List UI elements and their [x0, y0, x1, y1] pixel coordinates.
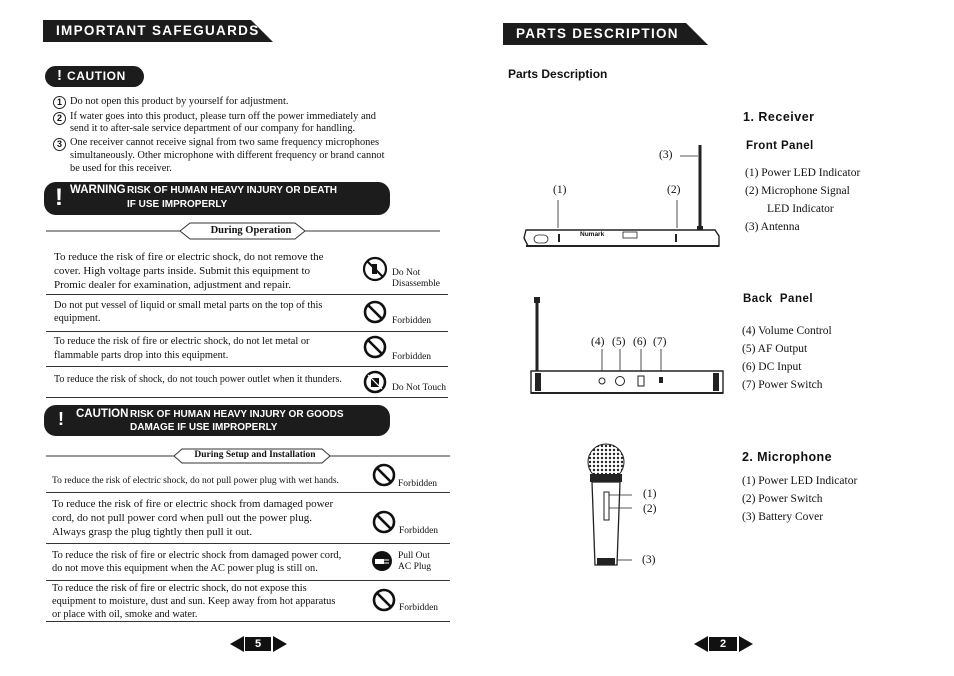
forbidden-icon	[372, 588, 396, 612]
do-not-touch-icon	[363, 370, 387, 394]
row-divider	[46, 366, 448, 367]
microphone-heading: 2. Microphone	[742, 450, 832, 464]
forbidden-icon	[372, 463, 396, 487]
forbidden-label: Forbidden	[392, 352, 432, 362]
receiver-back-diagram	[527, 293, 727, 403]
during-setup-label: During Setup and Installation	[194, 450, 316, 460]
next-page-arrow-icon[interactable]	[273, 636, 287, 652]
setup-row-2-line3: Always grasp the plug tightly then pull it out.	[52, 526, 253, 538]
mic-item-1: (1) Power LED Indicator	[742, 475, 858, 487]
back-item-4: (4) Volume Control	[742, 325, 832, 337]
next-page-arrow-icon[interactable]	[739, 636, 753, 652]
front-item-3: (3) Antenna	[745, 221, 800, 233]
mic-callout-3: (3)	[642, 554, 656, 566]
setup-row-4-line1: To reduce the risk of fire or electric shock, do not expose this	[52, 583, 307, 594]
caution-item-3-line2: simultaneously. Other microphone with different frequency or brand cannot	[70, 150, 385, 161]
setup-row-4-line3: or place with oil, smoke and water.	[52, 609, 198, 620]
forbidden-label: Forbidden	[392, 316, 432, 326]
caution-box-line2: DAMAGE IF USE IMPROPERLY	[130, 422, 278, 433]
operation-row-1-line1: To reduce the risk of fire or electric shock, do not remove the	[54, 251, 324, 263]
do-not-label: Do Not	[392, 268, 421, 278]
back-panel-heading: Back Panel	[743, 293, 814, 305]
important-safeguards-banner	[43, 20, 273, 42]
number-1-icon: 1	[53, 96, 66, 109]
mic-item-2: (2) Power Switch	[742, 493, 823, 505]
during-operation-label: During Operation	[210, 225, 292, 236]
operation-row-2-line1: Do not put vessel of liquid or small metal parts on the top of this	[54, 300, 323, 311]
front-callout-1: (1)	[553, 184, 567, 196]
operation-row-3-line1: To reduce the risk of fire or electric shock, do not let metal or	[54, 336, 310, 347]
row-divider	[46, 331, 448, 332]
page-number: 5	[245, 637, 271, 651]
exclamation-icon: !	[58, 409, 64, 429]
back-callout-7: (7)	[653, 336, 667, 348]
operation-row-1-line3: Promic dealer for examination, adjustment and repair.	[54, 279, 292, 291]
receiver-heading: 1. Receiver	[743, 110, 815, 124]
ac-plug-label: AC Plug	[398, 562, 431, 572]
setup-row-2-line2: cord, do not pull power cord when pull out the power plug.	[52, 512, 312, 524]
warning-label: WARNING	[70, 184, 126, 196]
caution-item-1: Do not open this product by yourself for adjustment.	[70, 96, 289, 107]
exclamation-icon: !	[55, 184, 63, 211]
setup-row-2-line1: To reduce the risk of fire or electric shock from damaged power	[52, 498, 334, 510]
row-divider	[46, 492, 450, 493]
banner-title: IMPORTANT SAFEGUARDS	[56, 23, 260, 38]
disassemble-label: Disassemble	[392, 279, 441, 289]
forbidden-label: Forbidden	[398, 479, 438, 489]
operation-row-4-line1: To reduce the risk of shock, do not touch power outlet when it thunders.	[54, 374, 342, 385]
number-2-icon: 2	[53, 112, 66, 125]
warning-line2: IF USE IMPROPERLY	[127, 199, 228, 210]
operation-row-3-line2: flammable parts drop into this equipment.	[54, 350, 229, 361]
previous-page-arrow-icon[interactable]	[230, 636, 244, 652]
operation-row-1-line2: cover. High voltage parts inside. Submit this equipment to	[54, 265, 311, 277]
caution-box-line1: RISK OF HUMAN HEAVY INJURY OR GOODS	[130, 409, 344, 420]
mic-item-3: (3) Battery Cover	[742, 511, 824, 523]
forbidden-icon	[363, 335, 387, 359]
warning-box	[44, 182, 390, 215]
back-item-7: (7) Power Switch	[742, 379, 823, 391]
row-divider	[46, 580, 450, 581]
receiver-front-diagram	[520, 140, 725, 255]
row-divider	[46, 294, 448, 295]
exclamation-icon: !	[57, 67, 62, 84]
operation-row-2-line2: equipment.	[54, 313, 101, 324]
front-callout-2: (2)	[667, 184, 681, 196]
pull-out-plug-icon	[370, 549, 394, 573]
previous-page-arrow-icon[interactable]	[694, 636, 708, 652]
row-divider	[46, 621, 450, 622]
caution-item-3-line1: One receiver cannot receive signal from two same frequency microphones	[70, 137, 379, 148]
setup-row-3-line1: To reduce the risk of fire or electric shock from damaged power cord,	[52, 550, 342, 561]
caution-label: CAUTION	[67, 69, 126, 83]
number-3-icon: 3	[53, 138, 66, 151]
pull-out-label: Pull Out	[398, 551, 430, 561]
back-callout-4: (4)	[591, 336, 605, 348]
microphone-diagram	[584, 440, 644, 575]
setup-row-4-line2: equipment to moisture, dust and sun. Keep away from hot apparatus	[52, 596, 336, 607]
caution-pill	[45, 66, 144, 87]
parts-description-subtitle: Parts Description	[508, 67, 608, 81]
back-item-5: (5) AF Output	[742, 343, 808, 355]
banner-title: PARTS DESCRIPTION	[516, 26, 679, 41]
front-panel-heading: Front Panel	[746, 140, 814, 152]
mic-callout-1: (1)	[643, 488, 657, 500]
mic-callout-2: (2)	[643, 503, 657, 515]
row-divider	[46, 543, 450, 544]
page-number: 2	[709, 637, 737, 651]
setup-row-1-line1: To reduce the risk of electric shock, do not pull power plug with wet hands.	[52, 476, 339, 486]
warning-line1: RISK OF HUMAN HEAVY INJURY OR DEATH	[127, 185, 338, 196]
forbidden-label: Forbidden	[399, 603, 439, 613]
back-callout-6: (6)	[633, 336, 647, 348]
forbidden-icon	[363, 300, 387, 324]
do-not-touch-label: Do Not Touch	[392, 383, 447, 393]
back-callout-5: (5)	[612, 336, 626, 348]
caution-item-2-line2: send it to after-sale service department of our company for handling.	[70, 123, 356, 134]
front-item-1: (1) Power LED Indicator	[745, 167, 861, 179]
parts-description-banner	[503, 23, 708, 45]
front-callout-3: (3)	[659, 149, 673, 161]
front-item-2-cont: LED Indicator	[767, 203, 834, 215]
caution-item-3-line3: be used for this receiver.	[70, 163, 172, 174]
caution-box	[44, 405, 390, 436]
front-item-2: (2) Microphone Signal	[745, 185, 850, 197]
caution-box-label: CAUTION	[76, 408, 129, 420]
back-item-6: (6) DC Input	[742, 361, 802, 373]
front-device-brand: Numark	[580, 231, 605, 238]
forbidden-label: Forbidden	[399, 526, 439, 536]
caution-item-2-line1: If water goes into this product, please turn off the power immediately and	[70, 111, 376, 122]
do-not-disassemble-icon	[362, 256, 388, 282]
setup-row-3-line2: do not move this equipment when the AC power plug is still on.	[52, 563, 318, 574]
forbidden-icon	[372, 510, 396, 534]
row-divider	[46, 397, 448, 398]
